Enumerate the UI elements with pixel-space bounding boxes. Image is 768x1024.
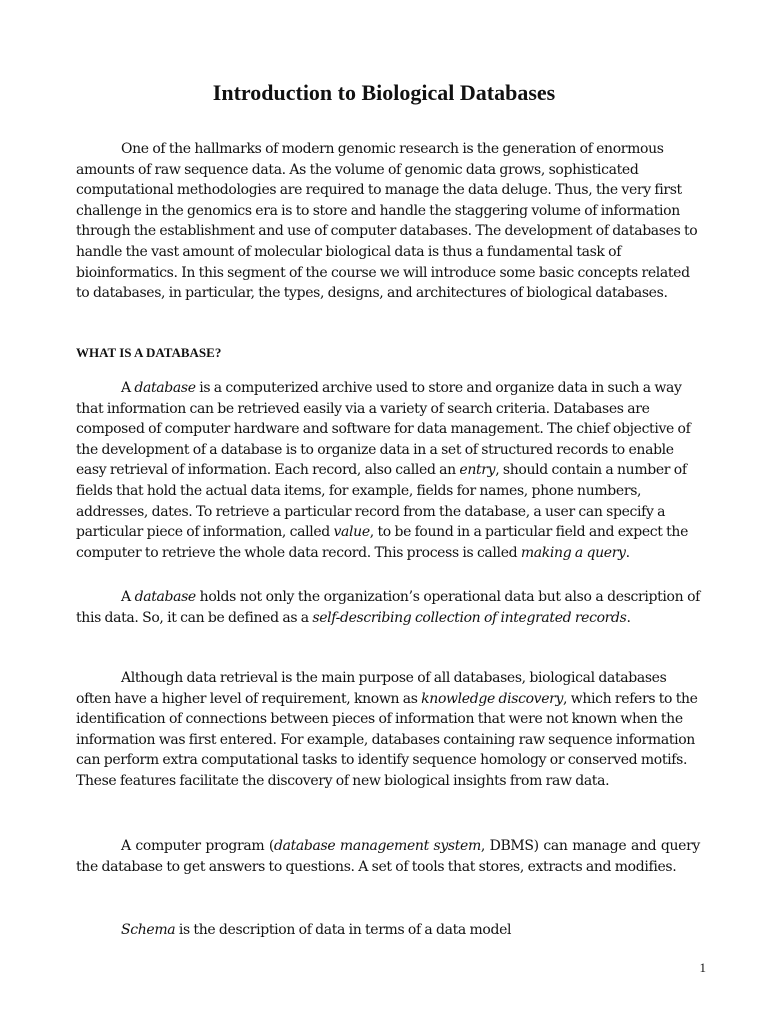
term-database: database [134,589,196,605]
text-run: , to be found in a particular field and expect the computer to retrieve the whole data record. This process is called [76,524,689,561]
text-run: is a computerized archive used to store and organize data in such a way that information can be retrieved easily via a variety of search criteria. Databases are composed of computer hardware and software for data management. The chief objective of the development of a database is to organize data in a set of structured records to enable easy retrieval of information. Each record, also called an [76,380,691,479]
term-database: database [134,380,196,396]
term-value: value [333,524,370,541]
term-entry: entry [459,462,496,479]
text-run: holds not only the organization’s operational data but also a description of this data. So, it can be defined as a [76,589,700,626]
data-retrieval-paragraph [76,668,700,792]
text-run: , should contain a number of fields that hold the actual data items, for example, fields for names, phone numbers, addresses, dates. To retrieve a particular record from the database, a user can specify a particular piece of information, called [76,462,687,541]
intro-paragraph [76,139,700,304]
term-self-describing-collection: self-describing collection of integrated records [312,609,627,626]
text-run: A [121,380,135,396]
document-title: Introduction to Biological Databases [212,80,556,105]
text-run: Although data retrieval is the main purpose of all databases, biological databases often have a higher level of requirement, known as [76,670,667,707]
section-heading: WHAT IS A DATABASE? [76,345,222,360]
text-run: , DBMS) can manage and query the database to get answers to questions. A set of tools that stores, extracts and modifies. [76,838,700,875]
term-making-a-query: making a query [520,544,626,561]
text-run: A [121,589,135,605]
text-run: . [626,609,631,626]
page-number: 1 [699,960,706,975]
term-dbms: database management system [274,838,481,854]
text-run: , which refers to the identification of connections between pieces of information that were not known when the information was first entered. For example, databases containing raw sequence information can perform extra computational tasks to identify sequence homology or conserved motifs. These features facilitate the discovery of new biological insights from raw data. [76,690,698,789]
text-run: . [625,544,630,561]
schema-paragraph [76,920,700,941]
database-definition-paragraph [76,378,700,563]
dbms-paragraph [76,836,700,877]
intro-text: One of the hallmarks of modern genomic research is the generation of enormous amounts of raw sequence data. As the volume of genomic data grows, sophisticated computational methodologies are required to manage the data deluge. Thus, the very first challenge in the genomics era is to store and handle the staggering volume of information through the establishment and use of computer databases. The development of databases to handle the vast amount of molecular biological data is thus a fundamental task of bioinformatics. In this segment of the course we will introduce some basic concepts related to databases, in particular, the types, designs, and architectures of biological databases. [76,141,698,302]
term-knowledge-discovery: knowledge discovery [421,690,564,707]
term-schema: Schema [121,922,176,938]
text-run: A computer program ( [121,838,275,854]
text-run: is the description of data in terms of a data model [175,922,512,938]
database-holds-paragraph [76,587,700,628]
